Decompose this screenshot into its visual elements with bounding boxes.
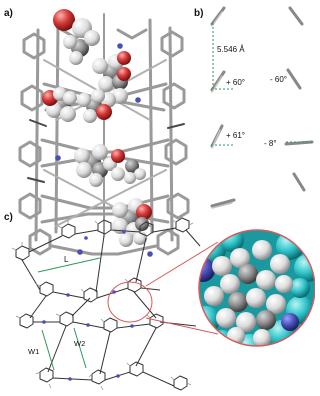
angle-label-mid-left: + 61°	[226, 131, 245, 140]
angle-label-top-left: + 60°	[226, 78, 245, 87]
guest-molecule	[42, 87, 77, 122]
distance-label: 5.546 Å	[217, 45, 245, 54]
panel-c-label: c)	[4, 212, 13, 223]
framework-stick-model	[20, 14, 188, 254]
panel-b	[194, 8, 312, 208]
length-label-L: L	[64, 255, 69, 264]
length-label-W2: W2	[74, 339, 86, 348]
panel-b-label: b)	[194, 8, 204, 19]
panel-a-label: a)	[4, 8, 13, 19]
angle-label-mid-right: - 8°	[264, 139, 277, 148]
zoom-connector-bottom	[146, 318, 218, 334]
molecular-plane-orientation	[212, 8, 312, 208]
angle-label-top-right: - 60°	[270, 75, 287, 84]
guest-molecule	[74, 144, 125, 187]
zoom-source-ellipse	[108, 282, 152, 322]
panel-a	[4, 8, 188, 257]
zoom-inset	[191, 228, 315, 362]
length-label-W1: W1	[28, 347, 40, 356]
measurement-lines	[38, 258, 100, 370]
